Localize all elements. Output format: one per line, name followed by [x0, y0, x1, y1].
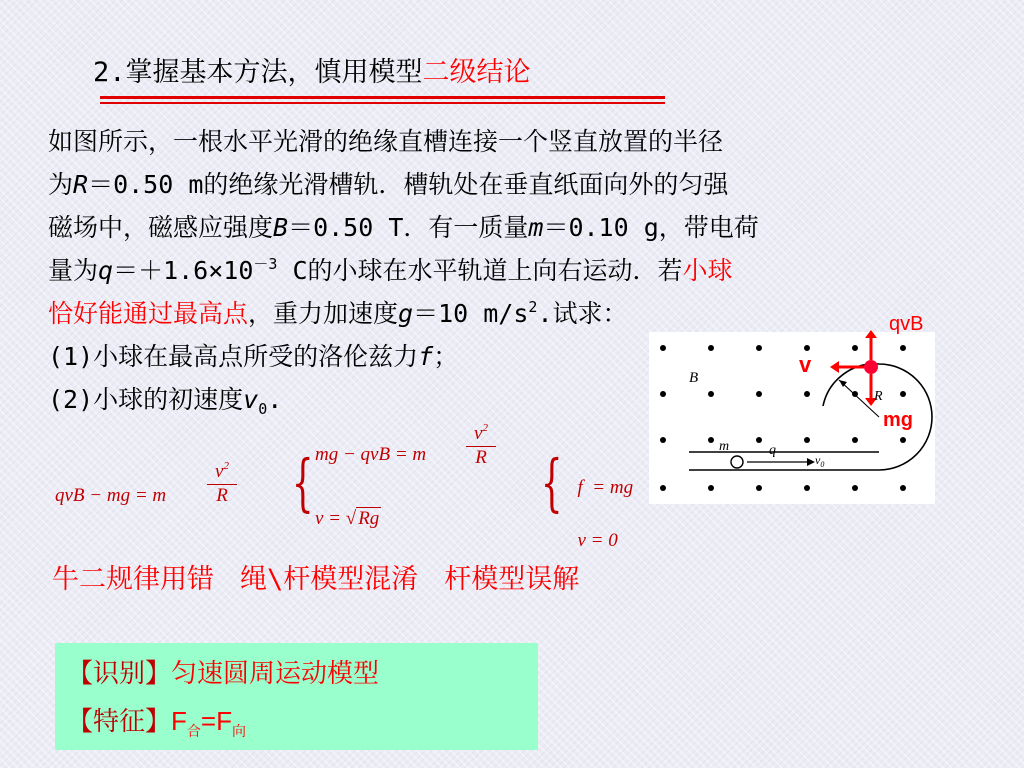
highlight-text: 小球: [682, 256, 733, 285]
sys1-line1: [315, 444, 426, 466]
label-v0-main: v: [815, 453, 821, 467]
sys1-line1-lhs: mg − qvB = m: [315, 444, 427, 465]
subscript: 0: [258, 400, 268, 418]
var-v: v: [243, 385, 259, 414]
field-dot: [852, 345, 858, 351]
num-v: v: [474, 423, 483, 444]
magnetic-field-diagram: [649, 313, 935, 504]
problem-line-3: [48, 206, 988, 249]
note-sub-he: 合: [186, 724, 201, 740]
sys2-line1-text: f = mg: [577, 477, 634, 498]
question-text: ；: [433, 342, 459, 371]
problem-text: .试求：: [537, 299, 628, 328]
problem-text: ＝10 m/s: [413, 299, 529, 328]
fraction-numerator: [205, 461, 239, 483]
field-dot: [900, 345, 906, 351]
heading-number: 2.: [93, 57, 126, 88]
note-label-feature: 【特征】: [67, 707, 172, 737]
problem-text: 量为: [48, 256, 99, 285]
note-text-identify: 匀速圆周运动模型: [171, 659, 380, 689]
note-label-identify: 【识别】: [67, 659, 172, 689]
question-text: (1)小球在最高点所受的洛伦兹力: [48, 342, 419, 371]
problem-text: ＝0.10 g，带电荷: [543, 213, 759, 242]
num-exp: 2: [482, 422, 488, 434]
var-g: g: [398, 299, 414, 328]
exponent: 2: [528, 298, 538, 316]
equation-system-2-brace: {: [540, 446, 563, 519]
summary-item-1: 牛二规律用错: [52, 564, 214, 595]
field-dot: [852, 485, 858, 491]
exponent: －3: [253, 255, 278, 273]
summary-item-2: 绳\杆模型混淆: [240, 564, 419, 595]
label-v: v: [799, 352, 812, 377]
question-text: .: [267, 385, 283, 414]
sqrt-sign: √: [345, 508, 357, 529]
ball-start: [731, 456, 743, 468]
label-B: B: [689, 370, 699, 386]
problem-text: C的小球在水平轨道上向右运动．若: [277, 256, 683, 285]
field-dot: [756, 345, 762, 351]
field-dot: [900, 391, 906, 397]
sys1-line1-fraction: [464, 423, 498, 469]
heading-underline-bottom: [100, 102, 665, 104]
field-dot: [804, 485, 810, 491]
error-summary: [52, 557, 579, 596]
field-dot: [852, 437, 858, 443]
heading-underline-top: [100, 96, 665, 99]
fraction-numerator: [464, 423, 498, 445]
question-text: (2)小球的初速度: [48, 385, 244, 414]
problem-text: 为: [48, 170, 74, 199]
sys2-line2: [568, 508, 618, 552]
var-m: m: [528, 213, 544, 242]
problem-line-4: [48, 249, 988, 292]
equation-left: [55, 485, 166, 507]
slide-heading: [93, 50, 531, 89]
field-dot: [900, 437, 906, 443]
v-arrowhead: [830, 361, 839, 373]
field-dot: [660, 345, 666, 351]
sys2-line1: [568, 455, 633, 499]
field-dot: [756, 437, 762, 443]
field-dot: [756, 391, 762, 397]
var-R: R: [73, 170, 89, 199]
sys1-line2: [315, 508, 381, 530]
field-dot: [708, 345, 714, 351]
heading-text: 掌握基本方法，慎用模型: [125, 57, 423, 88]
label-R: R: [874, 389, 883, 404]
summary-item-3: 杆模型误解: [444, 564, 580, 595]
note-row-feature: [67, 701, 246, 738]
field-dot: [660, 485, 666, 491]
field-dot: [708, 485, 714, 491]
field-dot: [804, 391, 810, 397]
problem-text: ＝0.50 m的绝缘光滑槽轨．槽轨处在垂直纸面向外的匀强: [88, 170, 729, 199]
field-dot: [660, 391, 666, 397]
num-v: v: [215, 461, 224, 482]
equation-left-fraction: [205, 461, 239, 507]
var-f: f: [418, 342, 434, 371]
problem-text: 磁场中，磁感应强度: [48, 213, 274, 242]
label-v0-sub: 0: [820, 460, 825, 469]
label-qvB: qvB: [889, 313, 924, 335]
field-dot: [708, 391, 714, 397]
field-dot: [900, 485, 906, 491]
problem-text: ＝0.50 T．有一质量: [288, 213, 529, 242]
problem-line-1: [48, 120, 988, 163]
problem-text: ＝＋1.6×10: [113, 256, 254, 285]
label-v0: [815, 453, 824, 469]
note-eq: =F: [200, 706, 232, 736]
var-B: B: [273, 213, 289, 242]
label-m: m: [719, 439, 730, 454]
sqrt-radicand: Rg: [358, 508, 380, 529]
ball-top: [864, 360, 878, 374]
label-q: q: [769, 443, 776, 458]
fraction-denominator: R: [216, 485, 228, 506]
problem-text: ，重力加速度: [248, 299, 399, 328]
problem-line-2: [48, 163, 988, 206]
qvB-arrowhead: [865, 330, 877, 338]
num-exp: 2: [223, 460, 229, 472]
equation-left-lhs: qvB − mg = m: [55, 485, 167, 506]
var-q: q: [98, 256, 114, 285]
field-dot: [804, 345, 810, 351]
heading-highlight: 二级结论: [422, 57, 531, 88]
sys2-line2-text: v = 0: [577, 530, 618, 551]
equation-system-1-brace: {: [291, 446, 314, 519]
problem-line-5: [48, 292, 988, 335]
highlight-text: 恰好能通过最高点: [48, 299, 249, 328]
model-note-box: [55, 643, 538, 750]
note-sub-xiang: 向: [231, 724, 246, 740]
v0-arrowhead: [807, 458, 815, 466]
note-row-identify: [67, 653, 379, 690]
problem-line-1-text: 如图所示，一根水平光滑的绝缘直槽连接一个竖直放置的半径: [48, 127, 724, 156]
field-dot: [708, 437, 714, 443]
note-F: F: [171, 706, 187, 736]
fraction-denominator: R: [475, 447, 487, 468]
field-dot: [660, 437, 666, 443]
label-mg: mg: [883, 409, 913, 431]
physics-figure: [649, 313, 935, 504]
field-dot: [756, 485, 762, 491]
field-dot: [804, 437, 810, 443]
sys1-line2-lhs: v =: [315, 508, 342, 529]
